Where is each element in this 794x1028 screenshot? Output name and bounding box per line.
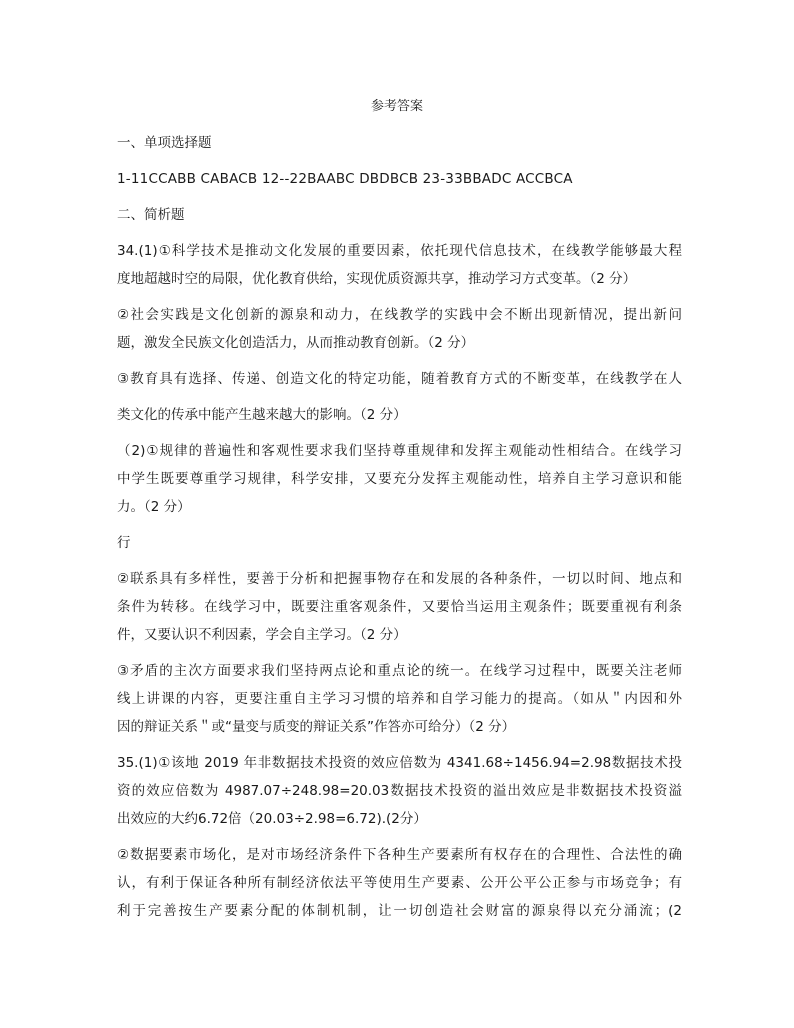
- answer-text-line: ②数据要素市场化，是对市场经济条件下各种生产要素所有权存在的合理性、合法性的确: [117, 847, 682, 863]
- answer-text-line: 条件为转移。在线学习中，既要注重客观条件，又要恰当运用主观条件；既要重视有利条: [117, 599, 682, 615]
- answer-text-line: ②联系具有多样性，要善于分析和把握事物存在和发展的各种条件，一切以时间、地点和: [117, 571, 682, 587]
- answer-text-line: 认，有利于保证各种所有制经济依法平等使用生产要素、公开公平公正参与市场竞争；有: [117, 875, 682, 891]
- answer-text-line: 题，激发全民族文化创造活力，从而推动教育创新。（2 分）: [117, 335, 475, 351]
- answer-text-line: 35.(1)①该地 2019 年非数据技术投资的效应倍数为 4341.68÷1456.94=2.98数据技术投: [117, 755, 682, 771]
- choice-answer-key: 1-11CCABB CABACB 12--22BAABC DBDBCB 23-33BBADC ACCBCA: [117, 171, 573, 187]
- answer-text-line: 34.(1)①科学技术是推动文化发展的重要因素，依托现代信息技术，在线教学能够最大程: [117, 243, 682, 259]
- answer-text-line: 中学生既要尊重学习规律，科学安排，又要充分发挥主观能动性，培养自主学习意识和能: [117, 471, 682, 487]
- answer-text-line: （2)①规律的普遍性和客观性要求我们坚持尊重规律和发挥主观能动性相结合。在线学习: [117, 443, 682, 459]
- stray-character: 行: [117, 535, 131, 551]
- answer-text-line: 类文化的传承中能产生越来越大的影响。（2 分）: [117, 407, 407, 423]
- section-heading-analysis: 二、简析题: [117, 207, 185, 223]
- answer-text-line: 资的效应倍数为 4987.07÷248.98=20.03数据技术投资的溢出效应是非数据技术投资溢: [117, 783, 682, 799]
- answer-text-line: ③矛盾的主次方面要求我们坚持两点论和重点论的统一。在线学习过程中，既要关注老师: [117, 663, 682, 679]
- section-heading-single-choice: 一、单项选择题: [117, 135, 212, 151]
- answer-text-line: 件，又要认识不利因素，学会自主学习。（2 分）: [117, 627, 407, 643]
- answer-text-line: 度地超越时空的局限，优化教育供给，实现优质资源共享，推动学习方式变革。（2 分）: [117, 271, 637, 287]
- answer-text-line: 线上讲课的内容，更要注重自主学习习惯的培养和自学习能力的提高。（如从＂内因和外: [117, 691, 682, 707]
- answer-text-line: 力。（2 分）: [117, 499, 191, 515]
- answer-text-line: ③教育具有选择、传递、创造文化的特定功能，随着教育方式的不断变革，在线教学在人: [117, 371, 682, 387]
- answer-text-line: 出效应的大约6.72倍（20.03÷2.98=6.72).(2分）: [117, 811, 427, 827]
- answer-text-line: 利于完善按生产要素分配的体制机制，让一切创造社会财富的源泉得以充分涌流；(2: [117, 903, 682, 919]
- page-title: 参考答案: [370, 99, 423, 114]
- answer-text-line: ②社会实践是文化创新的源泉和动力，在线教学的实践中会不断出现新情况，提出新问: [117, 307, 682, 323]
- answer-text-line: 因的辩证关系＂或“量变与质变的辩证关系”作答亦可给分）（2 分）: [117, 719, 516, 735]
